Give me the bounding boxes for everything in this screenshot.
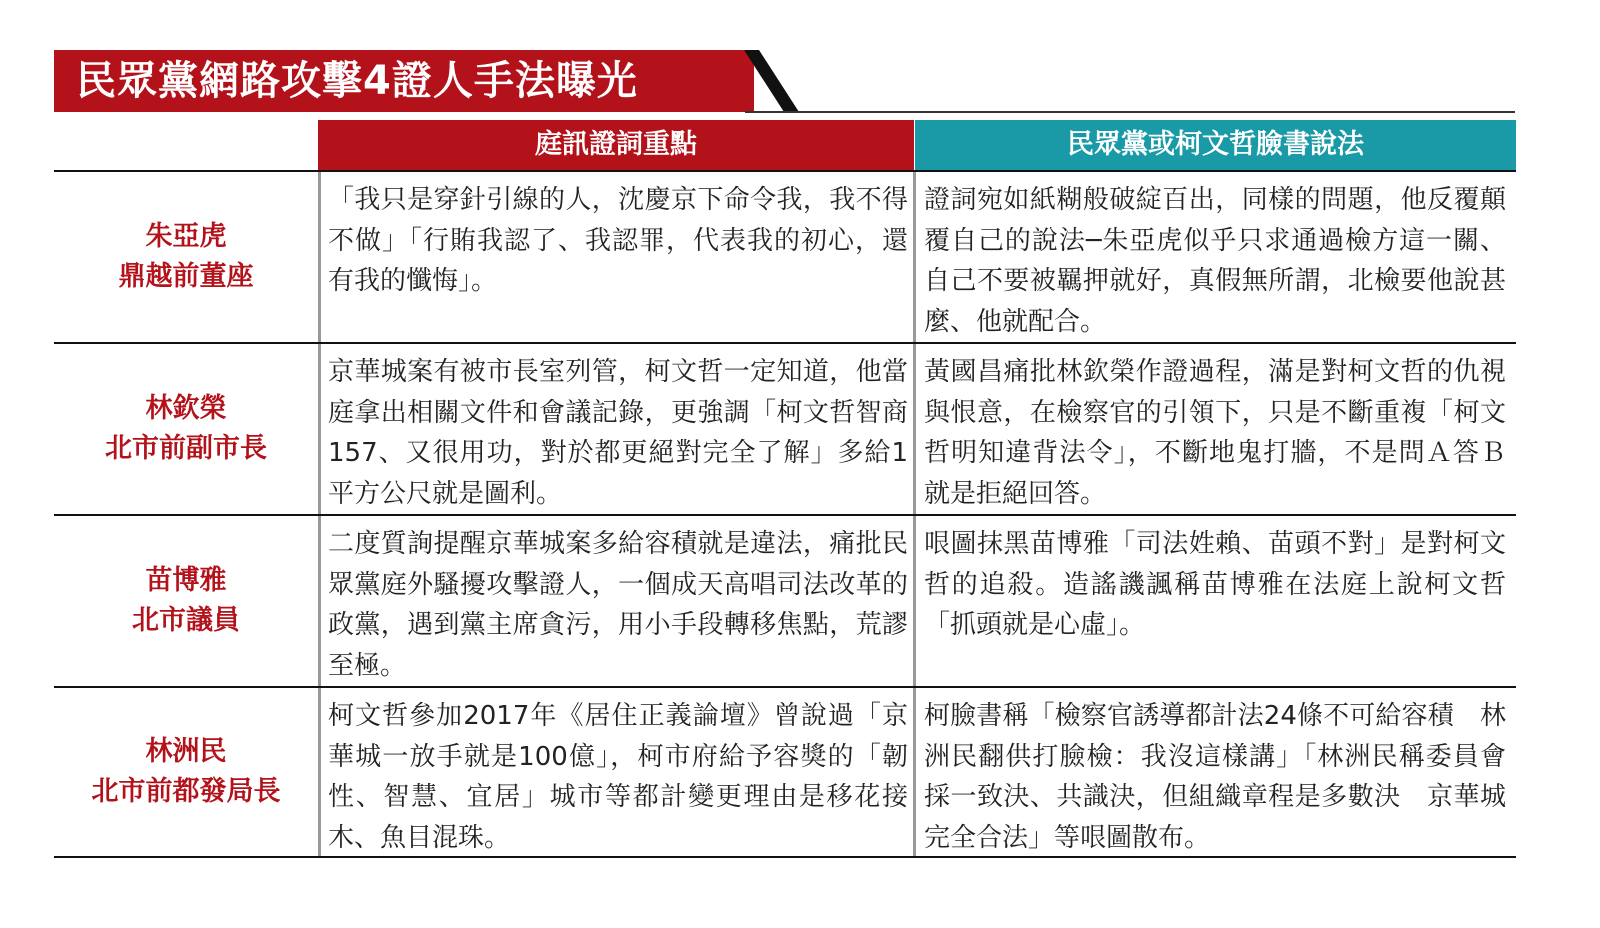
column-divider [318,516,321,686]
witness-cell [54,172,318,342]
tpp-statement-text: 證詞宛如紙糊般破綻百出，同樣的問題，他反覆顛覆自己的說法─朱亞虎似乎只求通過檢方這一關、自己不要被羈押就好，真假無所謂，北檢要他說甚麼、他就配合。 [924,185,1506,337]
table-row [54,342,1516,514]
table-row [54,514,1516,686]
page-title: 民眾黨網路攻擊4證人手法曝光 [76,58,638,104]
witness-role: 北市議員 [132,605,240,636]
table-header [54,120,1516,172]
testimony-text: 二度質詢提醒京華城案多給容積就是違法，痛批民眾黨庭外騷擾攻擊證人，一個成天高唱司法改革的政黨，遇到黨主席貪污，用小手段轉移焦點，荒謬至極。 [328,529,908,681]
header-testimony: 庭訊證詞重點 [318,120,914,170]
comparison-table [54,112,1516,858]
witness-name: 林欽榮 [145,393,227,424]
header-blank-cell [54,120,318,172]
table-row [54,686,1516,858]
column-divider [913,688,916,856]
column-divider [913,516,916,686]
table-row [54,170,1516,342]
column-divider [318,172,321,342]
witness-name: 朱亞虎 [145,221,227,252]
witness-cell [54,344,318,514]
witness-role: 北市前都發局長 [91,776,281,807]
column-divider [318,688,321,856]
testimony-text: 柯文哲參加2017年《居住正義論壇》曾說過「京華城一放手就是100億」，柯市府給予容獎的「韌性、智慧、宜居」城市等都計變更理由是移花接木、魚目混珠。 [328,701,908,853]
witness-role: 鼎越前董座 [118,261,254,292]
header-tpp-statement: 民眾黨或柯文哲臉書說法 [915,120,1516,170]
witness-role: 北市前副市長 [105,433,267,464]
column-divider [318,344,321,514]
testimony-text: 「我只是穿針引線的人，沈慶京下命令我，我不得不做」「行賄我認了、我認罪，代表我的初心，還有我的懺悔」。 [328,185,908,296]
column-divider [913,344,916,514]
witness-cell [54,516,318,686]
witness-name: 林洲民 [145,736,227,767]
tpp-statement-text: 哏圖抹黑苗博雅「司法姓賴、苗頭不對」是對柯文哲的追殺。造謠譏諷稱苗博雅在法庭上說柯文哲「抓頭就是心虛」。 [924,529,1506,640]
witness-name: 苗博雅 [145,565,227,596]
title-banner [54,50,799,112]
tpp-statement-text: 柯臉書稱「檢察官誘導都計法24條不可給容積 林洲民翻供打臉檢：我沒這樣講」「林洲民稱委員會採一致決、共識決，但組織章程是多數決 京華城完全合法」等哏圖散布。 [924,701,1506,853]
column-divider [913,172,916,342]
testimony-text: 京華城案有被市長室列管，柯文哲一定知道，他當庭拿出相關文件和會議記錄，更強調「柯文哲智商157、又很用功，對於都更絕對完全了解」多給1平方公尺就是圖利。 [328,357,908,509]
witness-cell [54,688,318,856]
tpp-statement-text: 黃國昌痛批林欽榮作證過程，滿是對柯文哲的仇視與恨意，在檢察官的引領下，只是不斷重複「柯文哲明知違背法令」，不斷地鬼打牆，不是問Ａ答Ｂ就是拒絕回答。 [924,357,1506,509]
